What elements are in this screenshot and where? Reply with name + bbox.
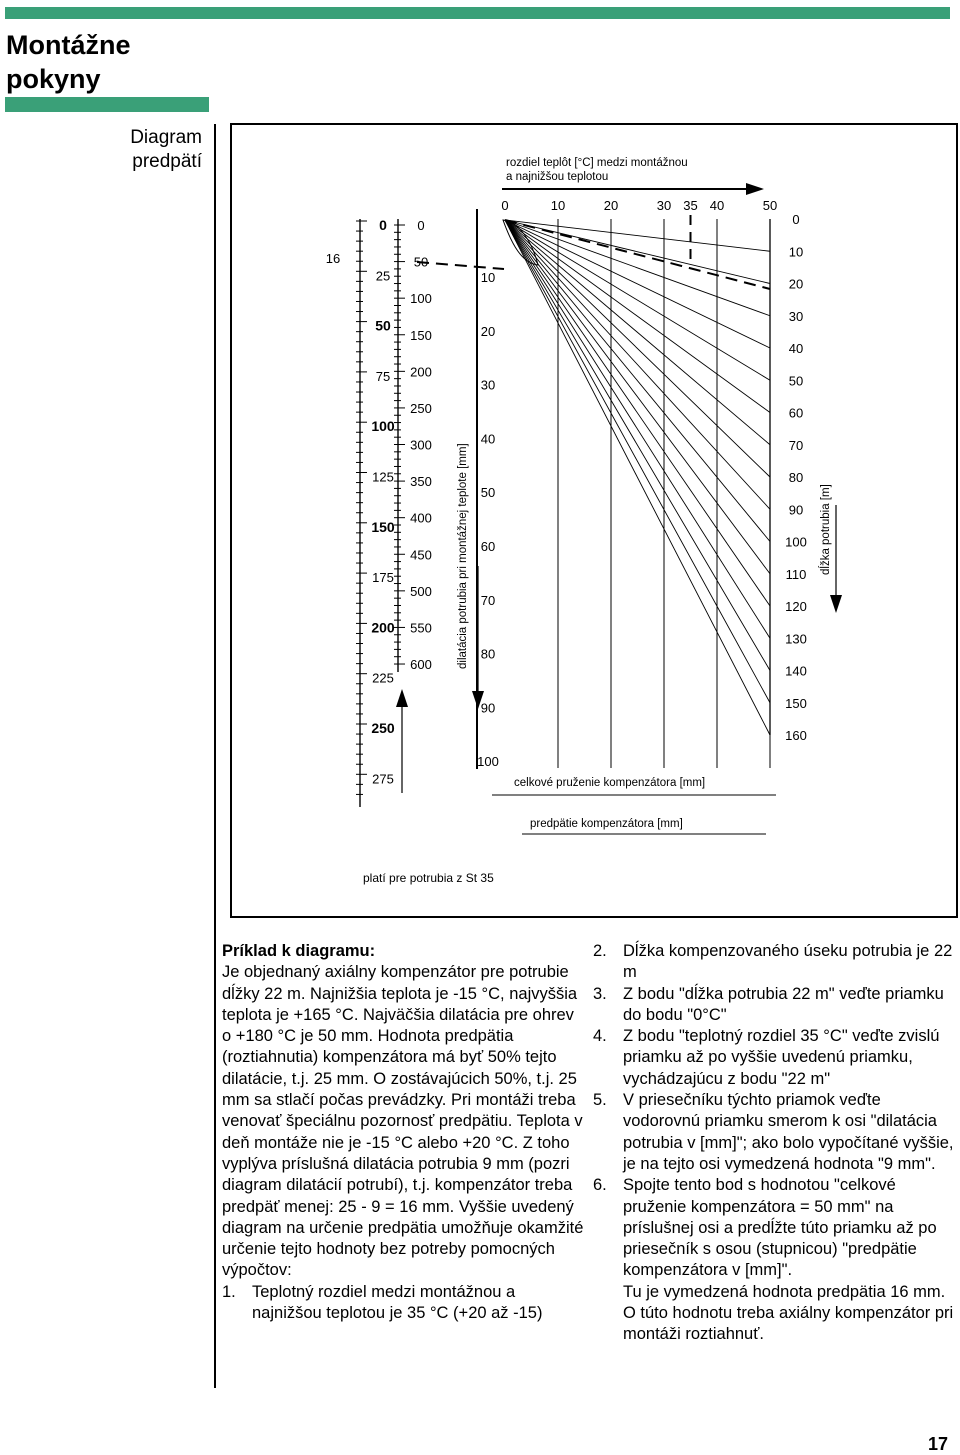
- top-axis-tick-label: 20: [603, 198, 619, 213]
- example-step: [593, 1090, 955, 1175]
- top-axis-tick-label: 40: [709, 198, 725, 213]
- page-title-line2: pokyny: [6, 64, 101, 94]
- dilation-axis-tick-label: 70: [480, 592, 496, 608]
- fan-line: [505, 220, 770, 638]
- travel-axis-tick-label: 250: [410, 400, 432, 416]
- example-paragraph: Je objednaný axiálny kompenzátor pre potrubie dĺžky 22 m. Najnižšia teplota je -15 °C, najvyššia teplota je +165 °C. Najväčšia dilatácia pre ohrev o +180 °C je 50 mm. Hodnota predpätia (roztiahnutia) kompenzátora má byť 50% tejto dilatácie, t.j. 25 mm. O zostávajúcich 50%, t.j. 25 mm sa stlačí počas prevádzky. Pri montáži treba venovať špeciálnu pozornosť predpätiu. Teplota v deň montáže nie je -15 °C alebo +20 °C. Z toho vyplýva príslušná dilatácia potrubia 9 mm (pozri diagram dilatácií potrubí), t.j. kompenzátor treba predpäť menej: 25 - 9 = 16 mm. Vyššie uvedený diagram na určenie predpätia umožňuje okamžité určenie tejto hodnoty bez potreby pomocných výpočtov:: [222, 963, 584, 1280]
- example-right-column: [593, 941, 955, 1346]
- preload-axis-tick-label: 175: [372, 570, 394, 586]
- length-axis-tick-label: 10: [788, 244, 804, 260]
- length-axis-tick-label: 110: [785, 566, 807, 582]
- dilation-axis-tick-label: 30: [480, 377, 496, 393]
- dilation-axis-tick-label: 80: [480, 646, 496, 662]
- example-step-text: Teplotný rozdiel medzi montážnou a najnižšou teplotou je 35 °C (+20 až -15): [252, 1282, 543, 1323]
- travel-axis-title: celkové pruženie kompenzátora [mm]: [514, 777, 706, 789]
- example-left-column: [222, 941, 584, 1324]
- header-accent-bar: [5, 7, 950, 19]
- chart-note: platí pre potrubia z St 35: [363, 871, 494, 885]
- fan-line: [505, 220, 770, 251]
- top-axis-tick-label: 30: [656, 198, 672, 213]
- dilation-axis-tick-label: 20: [480, 323, 496, 339]
- fan-line: [505, 220, 770, 380]
- fan-line: [505, 220, 770, 413]
- length-axis-tick-label: 70: [788, 437, 804, 453]
- top-axis-tick-label: 50: [762, 198, 778, 213]
- preload-axis-tick-label: 75: [375, 368, 391, 384]
- travel-axis-arrowhead: [396, 689, 408, 707]
- example-step-number: 5.: [593, 1091, 607, 1110]
- example-step-text: Z bodu "teplotný rozdiel 35 °C" veďte zvislú priamku až po vyššie uvedenú priamku, vychádzajúcu z bodu "22 m": [623, 1027, 940, 1088]
- title-accent-bar: [5, 97, 209, 112]
- top-axis-tick-label: 10: [550, 198, 566, 213]
- section-label-line1: Diagram: [130, 127, 202, 148]
- travel-axis-tick-label: 500: [410, 583, 432, 599]
- length-axis-tick-label: 100: [785, 534, 807, 550]
- column-divider: [214, 124, 216, 1388]
- dilation-axis-title: dilatácia potrubia pri montážnej teplote [mm]: [457, 443, 469, 669]
- preload-axis-tick-label: 50: [375, 317, 391, 334]
- length-axis-tick-label: 150: [785, 695, 807, 711]
- example-step-number: 2.: [593, 942, 607, 960]
- preload-axis-tick-label: 225: [372, 670, 394, 686]
- nomogram-frame: [231, 124, 957, 917]
- example-step: [593, 1175, 955, 1281]
- page-number: 17: [928, 1434, 949, 1454]
- nomogram-svg: [230, 123, 958, 918]
- length-axis-title: dĺžka potrubia [m]: [820, 484, 832, 575]
- fan-line: [505, 220, 770, 348]
- example-step-number: 1.: [222, 1282, 236, 1301]
- travel-axis-tick-label: 400: [410, 510, 432, 526]
- length-axis-tick-label: 80: [788, 470, 804, 485]
- fan-line: [505, 220, 770, 509]
- dilation-axis-tick-label: 100: [477, 754, 499, 770]
- length-axis-tick-label: 160: [785, 728, 807, 743]
- dilation-axis-tick-label: 60: [480, 539, 496, 554]
- length-axis-tick-label: 60: [788, 405, 804, 421]
- length-axis-tick-label: 130: [785, 631, 807, 647]
- dilation-axis-tick-label: 10: [480, 270, 496, 285]
- example-step-number: 3.: [593, 984, 607, 1003]
- fan-line: [505, 220, 770, 574]
- fan-line: [505, 220, 770, 735]
- example-step: [593, 984, 955, 1027]
- dilation-axis-tick-label: 50: [480, 485, 496, 501]
- travel-axis-tick-label: 150: [410, 327, 432, 343]
- example-step-text: Z bodu "dĺžka potrubia 22 m" veďte priamku do bodu "0°C": [623, 984, 944, 1024]
- travel-axis-tick-label: 0: [417, 218, 425, 233]
- preload-axis-tick-label: 100: [371, 418, 395, 435]
- example-step-number: 4.: [593, 1027, 607, 1046]
- travel-axis-tick-label: 350: [410, 474, 432, 490]
- example-closing-text: Tu je vymedzená hodnota predpätia 16 mm. O túto hodnotu treba axiálny kompenzátor pri montáži roztiahnuť.: [623, 1282, 954, 1344]
- fan-line: [505, 220, 770, 477]
- preload-axis-tick-label: 25: [375, 268, 391, 284]
- fan-line: [505, 220, 770, 703]
- example-title: Príklad k diagramu:: [222, 942, 376, 960]
- travel-axis-tick-label: 200: [410, 364, 432, 380]
- dilation-axis-tick-label: 40: [480, 431, 496, 447]
- dilation-axis-tick-label: 90: [480, 700, 496, 716]
- example-step: [593, 1026, 955, 1090]
- top-axis-title-line1: rozdiel teplôt [°C] medzi montážnou: [506, 157, 688, 169]
- travel-axis-tick-label: 50: [413, 254, 429, 270]
- preload-axis-tick-label: 250: [371, 720, 395, 736]
- travel-axis-tick-label: 450: [410, 547, 432, 563]
- preload-axis-tick-label: 275: [372, 771, 394, 787]
- top-axis-tick-label: 35: [683, 198, 698, 213]
- length-axis-tick-label: 140: [785, 663, 807, 679]
- example-dashed-horizontal: [417, 262, 504, 269]
- top-axis-title-line2: a najnižšou teplotou: [506, 171, 609, 183]
- length-axis-tick-label: 20: [788, 276, 804, 292]
- fan-line: [505, 220, 770, 671]
- preload-axis-tick-label: 125: [372, 469, 394, 485]
- travel-axis-tick-label: 100: [410, 291, 432, 307]
- example-step-text: Spojte tento bod s hodnotou "celkové pruženie kompenzátora = 50 mm" na príslušnej osi a predĺžte túto priamku až po priesečník s osou (stupnicou) "predpätie kompenzátora v [mm]".: [623, 1176, 937, 1280]
- example-step-text: Dĺžka kompenzovaného úseku potrubia je 22 m: [623, 942, 953, 982]
- section-label: [60, 126, 202, 174]
- top-axis-arrowhead: [746, 183, 764, 195]
- preload-axis-tick-label: 200: [371, 619, 395, 636]
- preload-axis-tick-label: 150: [371, 518, 395, 535]
- preload-axis-tick-label: 0: [379, 217, 387, 233]
- preload-marker-16: 16: [325, 251, 341, 266]
- page-title: [6, 28, 131, 96]
- example-step-text: V priesečníku týchto priamok veďte vodorovnú priamku smerom k osi "dilatácia potrubia v [mm]"; ako bolo vypočítané vyššie, je na tejto osi vymedzená hodnota "9 mm".: [623, 1091, 954, 1173]
- example-step: [222, 1282, 584, 1325]
- section-label-line2: predpätí: [132, 151, 202, 172]
- example-step: [593, 941, 955, 984]
- travel-axis-tick-label: 550: [410, 620, 432, 636]
- example-closing: [593, 1282, 955, 1346]
- preload-axis-title: predpätie kompenzátora [mm]: [530, 818, 683, 830]
- travel-axis-tick-label: 300: [410, 437, 432, 453]
- length-axis-tick-label: 40: [788, 341, 804, 356]
- travel-axis-tick-label: 600: [410, 657, 432, 673]
- length-axis-tick-label: 0: [792, 212, 800, 227]
- top-axis-tick-label: 0: [501, 198, 509, 213]
- length-axis-tick-label: 50: [788, 373, 804, 389]
- length-axis-arrowhead: [830, 595, 842, 613]
- length-axis-tick-label: 120: [785, 599, 807, 614]
- example-step-number: 6.: [593, 1176, 607, 1195]
- length-axis-tick-label: 90: [788, 502, 804, 518]
- preload-nomogram: [230, 123, 958, 918]
- page-title-line1: Montážne: [6, 30, 131, 60]
- length-axis-tick-label: 30: [788, 308, 804, 324]
